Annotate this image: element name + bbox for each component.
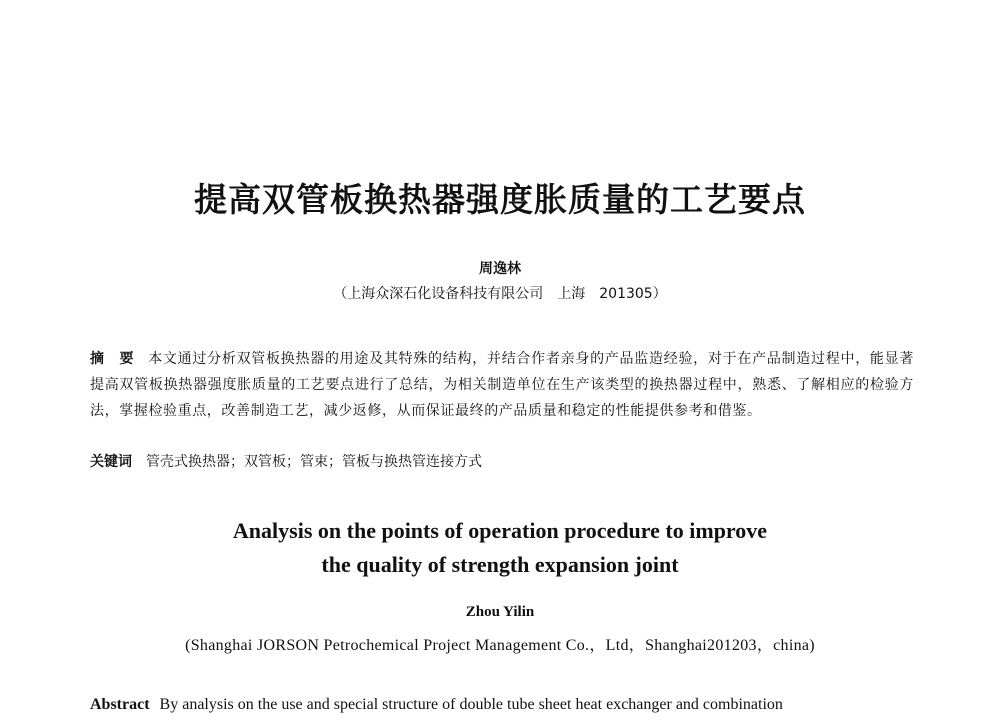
keywords-cn [90, 451, 914, 473]
affiliation-en: (Shanghai JORSON Petrochemical Project Management Co.，Ltd，Shanghai201203，china) [185, 637, 815, 654]
abstract-en [90, 694, 916, 716]
abstract-label-cn: 摘 要 [90, 351, 135, 367]
abstract-label-en: Abstract [90, 696, 150, 713]
abstract-text-cn: 本文通过分析双管板换热器的用途及其特殊的结构，并结合作者亲身的产品监造经验，对于在产品制造过程中，能显著提高双管板换热器强度胀质量的工艺要点进行了总结，为相关制造单位在生产该类型的换热器过程中，熟悉、了解相应的检验方法，掌握检验重点，改善制造工艺，减少返修，从而保证最终的产品质量和稳定的性能提供参考和借鉴。 [90, 351, 914, 419]
paper-title-en-line2: the quality of strength expansion joint [321, 552, 679, 577]
affiliation-cn: （上海众深石化设备科技有限公司 上海 201305） [333, 286, 667, 302]
keywords-text-cn: 管壳式换热器；双管板；管束；管板与换热管连接方式 [146, 454, 482, 470]
paper-title-en-line1: Analysis on the points of operation procedure to improve [232, 518, 768, 543]
abstract-text-en: By analysis on the use and special structure of double tube sheet heat exchanger and combination [159, 696, 783, 713]
paper-title-cn: 提高双管板换热器强度胀质量的工艺要点 [194, 180, 806, 219]
keywords-label-cn: 关键词 [90, 454, 132, 470]
author-name-cn: 周逸林 [479, 261, 521, 277]
abstract-cn [90, 346, 914, 424]
author-name-en: Zhou Yilin [465, 604, 535, 620]
paper-title-en [0, 514, 1000, 582]
